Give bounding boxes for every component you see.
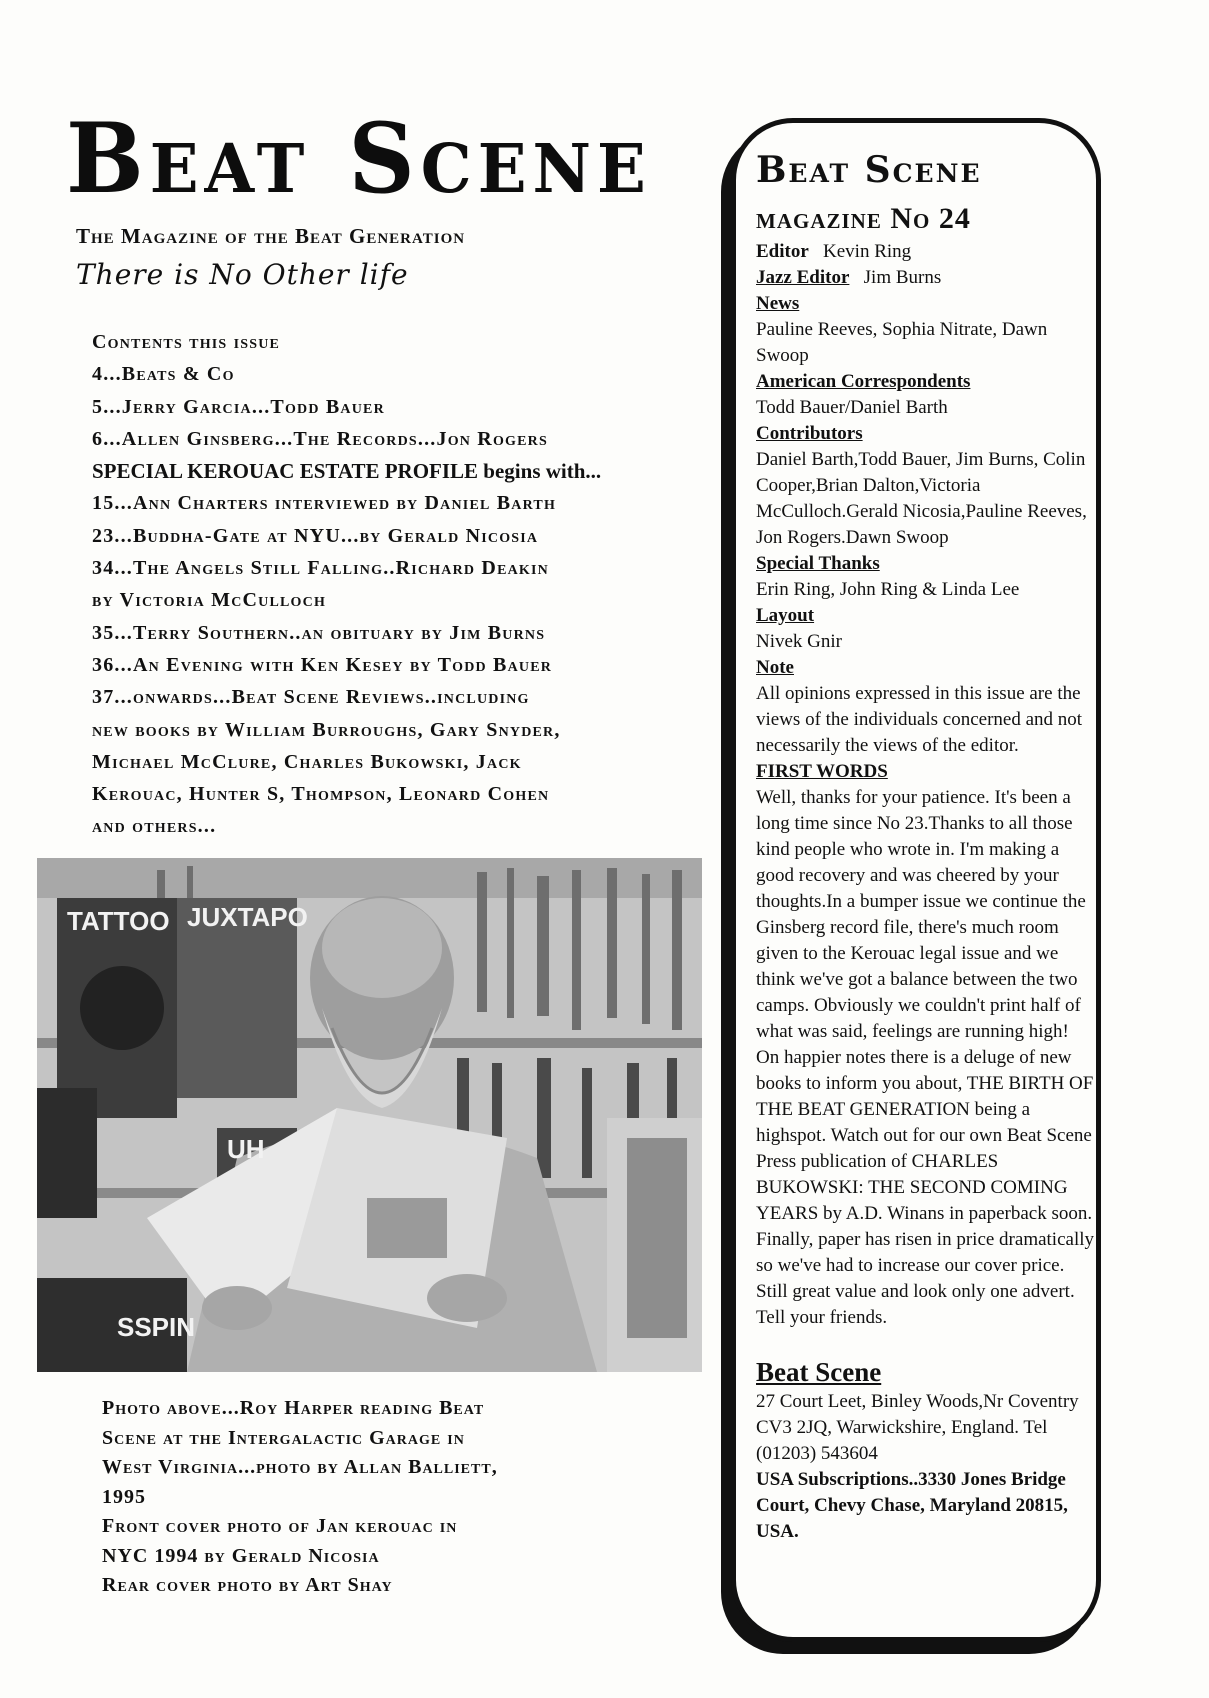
contents-line: 4...Beats & Co (92, 363, 235, 386)
contact-address: 27 Court Leet, Binley Woods,Nr Coventry CV3 2JQ, Warwickshire, England. Tel (01203) 543604 (756, 1391, 1079, 1464)
special-thanks-label: Special Thanks (756, 553, 880, 574)
american-correspondents-label: American Correspondents (756, 371, 971, 392)
contents-line: 37...onwards...Beat Scene Reviews..including (92, 686, 530, 709)
photo-caption (102, 1394, 602, 1601)
contents-line: Michael McClure, Charles Bukowski, Jack (92, 750, 522, 773)
issue-number: magazine No 24 (756, 202, 971, 235)
motto: There is No Other life (76, 258, 409, 291)
jazz-editor-name: Jim Burns (863, 267, 942, 288)
editor-name: Kevin Ring (823, 241, 912, 262)
caption-line: Front cover photo of Jan kerouac in (102, 1515, 458, 1537)
contents-line: by Victoria McCulloch (92, 589, 327, 612)
tagline: The Magazine of the Beat Generation (76, 224, 466, 248)
contents-line: and others... (92, 815, 217, 838)
usa-subscriptions: USA Subscriptions..3330 Jones Bridge Court, Chevy Chase, Maryland 20815, USA. (756, 1469, 1068, 1542)
contents-line: new books by William Burroughs, Gary Snyder, (92, 718, 561, 741)
caption-line: NYC 1994 by Gerald Nicosia (102, 1544, 380, 1567)
american-correspondents: Todd Bauer/Daniel Barth (756, 397, 948, 418)
contents-line: 15...Ann Charters interviewed by Daniel Barth (92, 492, 557, 515)
caption-line: 1995 (102, 1485, 146, 1508)
note-text: All opinions expressed in this issue are the views of the individuals concerned and not necessarily the views of the editor. (756, 683, 1083, 756)
contents-line: 34...The Angels Still Falling..Richard Deakin (92, 557, 549, 580)
sign-spin: SSPIN (117, 1312, 196, 1342)
caption-line: Scene at the Intergalactic Garage in (102, 1426, 465, 1449)
news-label: News (756, 293, 800, 314)
contents-line: Kerouac, Hunter S, Thompson, Leonard Cohen (92, 783, 550, 806)
layout-label: Layout (756, 605, 815, 626)
editor-label: Editor (756, 241, 809, 262)
contact-title: Beat Scene (756, 1357, 882, 1387)
sidebar-title: Beat Scene (756, 149, 982, 191)
contributors-label: Contributors (756, 423, 863, 444)
layout-name: Nivek Gnir (756, 631, 843, 652)
sign-uh: UH (227, 1134, 265, 1164)
caption-line: Rear cover photo by Art Shay (102, 1574, 393, 1596)
caption-line: West Virginia...photo by Allan Balliett, (102, 1456, 498, 1478)
contents-line-special: SPECIAL KEROUAC ESTATE PROFILE begins with... (92, 459, 602, 484)
news-names: Pauline Reeves, Sophia Nitrate, Dawn Swoop (756, 319, 1048, 366)
first-words-text: Well, thanks for your patience. It's been a long time since No 23.Thanks to all those kind people who wrote in. I'm making a good recovery and was cheered by your thoughts.In a bumper issue we continue the Ginsberg record file, there's much room given to the Kerouac legal issue and we think we've got a balance between the two camps. Obviously we couldn't print half of what was said, feelings are running high! On happier notes there is a deluge of new books to inform you about, THE BIRTH OF THE BEAT GENERATION being a highspot. Watch out for our own Beat Scene Press publication of CHARLES BUKOWSKI: THE SECOND COMING YEARS by A.D. Winans in paperback soon. Finally, paper has risen in price dramatically so we've had to increase our cover price. Still great value and look only one advert. Tell your friends. (756, 787, 1095, 1328)
special-thanks: Erin Ring, John Ring & Linda Lee (756, 579, 1020, 600)
contents-line: 36...An Evening with Ken Kesey by Todd Bauer (92, 653, 553, 676)
photo-roy-harper (37, 858, 702, 1372)
photo-illustration (37, 858, 702, 1372)
sign-juxtapoz: JUXTAPO (187, 902, 308, 932)
contributors: Daniel Barth,Todd Bauer, Jim Burns, Colin Cooper,Brian Dalton,Victoria McCulloch.Gerald Nicosia,Pauline Reeves, Jon Rogers.Dawn Swoop (756, 449, 1087, 548)
masthead-title: Beat Scene (66, 101, 652, 215)
masthead-sidebar (731, 118, 1101, 1642)
contents-line: 5...Jerry Garcia...Todd Bauer (92, 395, 385, 418)
contents-line: 23...Buddha-Gate at NYU...by Gerald Nicosia (92, 524, 539, 547)
note-label: Note (756, 657, 794, 678)
contents-heading: Contents this issue (92, 331, 281, 353)
sign-tattoo: TATTOO (67, 906, 170, 936)
contents-line: 6...Allen Ginsberg...The Records...Jon Rogers (92, 427, 548, 450)
caption-line: Photo above...Roy Harper reading Beat (102, 1397, 485, 1419)
contents-line: 35...Terry Southern..an obituary by Jim Burns (92, 621, 546, 644)
first-words-label: FIRST WORDS (756, 761, 888, 782)
contents-list (92, 326, 712, 843)
jazz-editor-label: Jazz Editor (756, 267, 850, 288)
